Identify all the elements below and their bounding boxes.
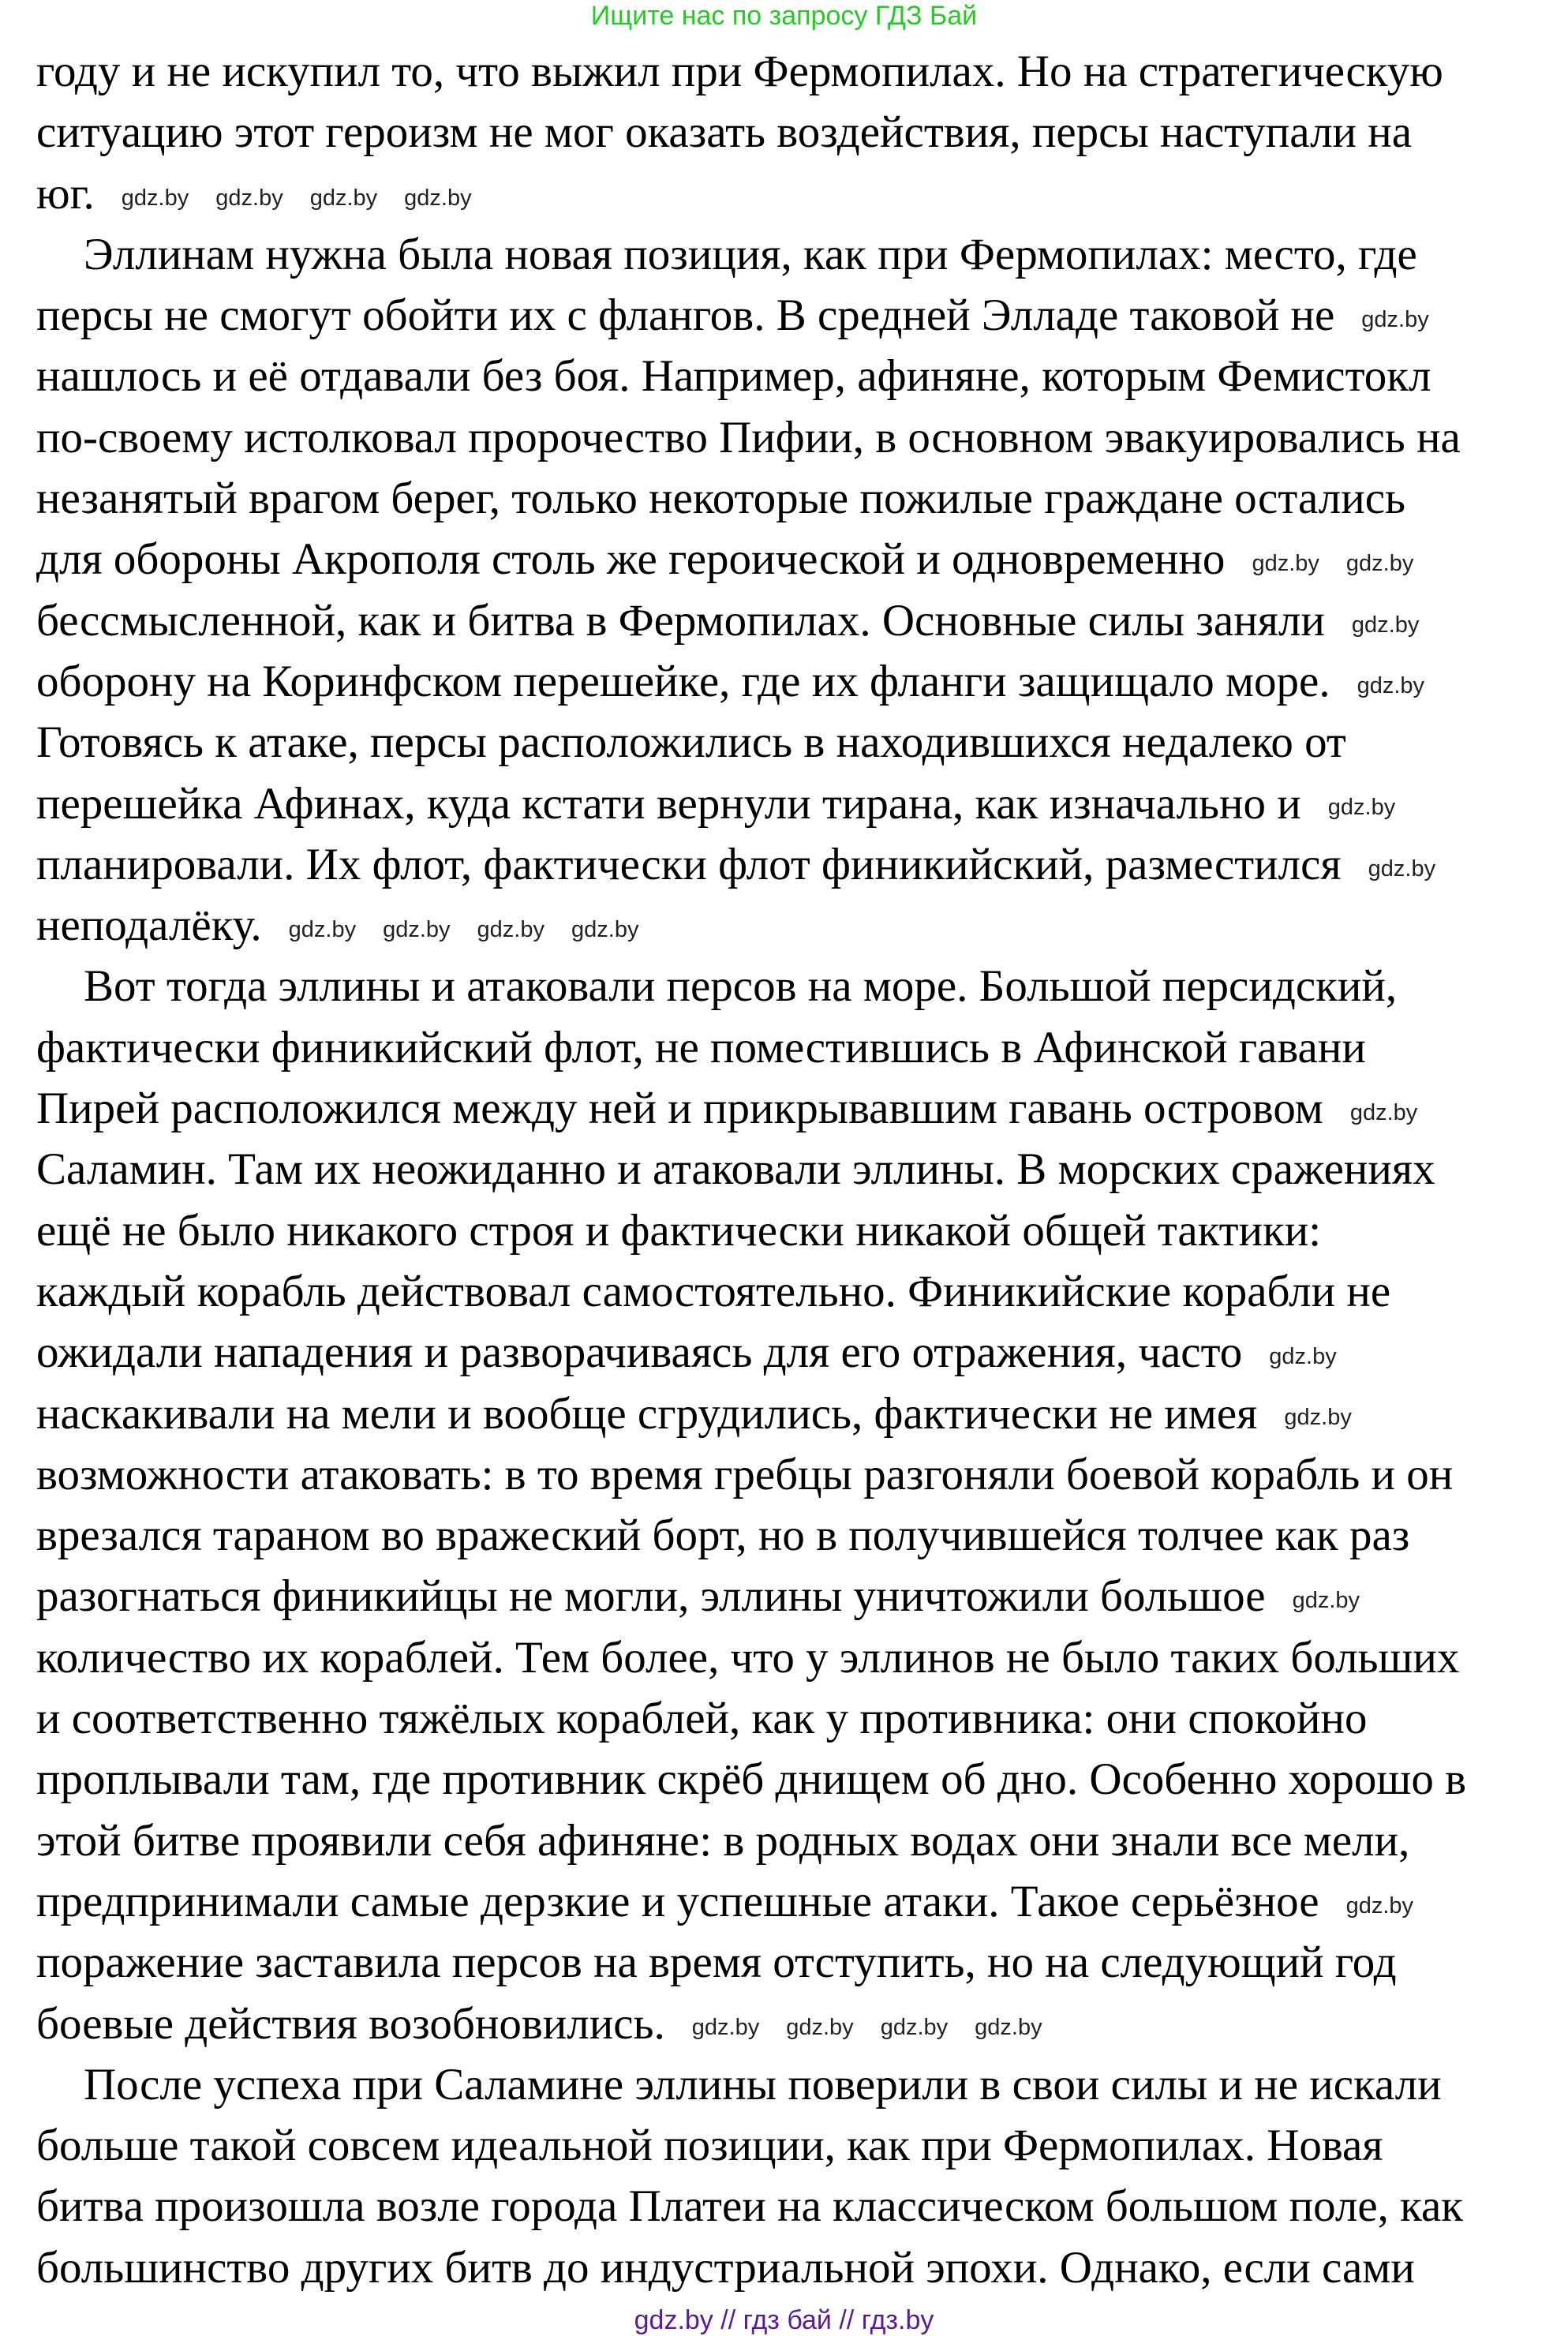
- text-line: [36, 1322, 1466, 1383]
- watermark: gdz.by: [383, 917, 451, 943]
- text-line-content: большинство других битв до индустриальной эпохи. Однако, если сами: [36, 2242, 1415, 2293]
- text-line-content: планировали. Их флот, фактически флот финикийский, разместился: [36, 839, 1342, 889]
- watermark: gdz.by: [309, 185, 378, 211]
- text-line-content: поражение заставила персов на время отступить, но на следующий год: [36, 1937, 1397, 1988]
- watermark: gdz.by: [1351, 612, 1420, 638]
- text-line: [36, 1810, 1466, 1871]
- text-line: [36, 1017, 1466, 1078]
- text-line: [36, 1688, 1466, 1749]
- watermark: gdz.by: [1345, 1892, 1414, 1919]
- text-line: [36, 1139, 1466, 1200]
- text-line-content: Пирей расположился между ней и прикрывавшим гавань островом: [36, 1084, 1323, 1134]
- text-line: [36, 1505, 1466, 1566]
- text-line-content: для обороны Акрополя столь же героической и одновременно: [36, 534, 1226, 585]
- text-line-content: предпринимали самые дерзкие и успешные атаки. Такое серьёзное: [36, 1876, 1319, 1926]
- text-line: [36, 285, 1466, 346]
- text-line-content: каждый корабль действовал самостоятельно. Финикийские корабли не: [36, 1266, 1391, 1316]
- header-banner: Ищите нас по запросу ГДЗ Бай: [590, 1, 978, 31]
- text-line-content: врезался тараном во вражеский борт, но в получившейся толчее как раз: [36, 1511, 1410, 1561]
- text-line: [36, 1749, 1466, 1810]
- text-line: [36, 773, 1466, 834]
- watermark: gdz.by: [1368, 855, 1436, 882]
- text-line-content: Вот тогда эллины и атаковали персов на море. Большой персидский,: [84, 961, 1398, 1012]
- text-line-content: этой битве проявили себя афиняне: в родных водах они знали все мели,: [36, 1815, 1410, 1866]
- watermark: gdz.by: [215, 185, 283, 211]
- text-line: [36, 346, 1466, 406]
- watermark: gdz.by: [1269, 1344, 1337, 1370]
- text-line-content: ситуацию этот героизм не мог оказать воздействия, персы наступали на: [36, 107, 1413, 158]
- text-line: [36, 41, 1466, 102]
- text-line-content: наскакивали на мели и вообще сгрудились, фактически не имея: [36, 1388, 1258, 1439]
- text-line-content: количество их кораблей. Тем более, что у эллинов не было таких больших: [36, 1632, 1460, 1683]
- text-line-content: возможности атаковать: в то время гребцы разгоняли боевой корабль и он: [36, 1449, 1454, 1499]
- watermark: gdz.by: [1361, 307, 1429, 333]
- text-line: [36, 1627, 1466, 1688]
- text-line: [36, 1200, 1466, 1261]
- text-line-content: персы не смогут обойти их с флангов. В средней Элладе таковой не: [36, 290, 1335, 341]
- watermark: gdz.by: [1349, 1099, 1418, 1125]
- watermark: gdz.by: [1292, 1588, 1360, 1614]
- text-line-content: битва произошла возле города Платеи на классическом большом поле, как: [36, 2181, 1463, 2232]
- text-line-content: Эллинам нужна была новая позиция, как при Фермопилах: место, где: [84, 229, 1417, 279]
- document-body: [36, 41, 1466, 2298]
- text-line: [36, 1383, 1466, 1444]
- text-line-content: больше такой совсем идеальной позиции, как при Фермопилах. Новая: [36, 2121, 1383, 2171]
- text-line-content: перешейка Афинах, куда кстати вернули тирана, как изначально и: [36, 778, 1301, 829]
- text-line: [36, 1444, 1466, 1505]
- text-line: [36, 651, 1466, 712]
- text-line: [36, 407, 1466, 468]
- watermark: gdz.by: [1284, 1405, 1352, 1431]
- text-line-content: боевые действия возобновились.: [36, 1998, 665, 2049]
- text-line-content: по-своему истолковал пророчество Пифии, в основном эвакуировались на: [36, 412, 1461, 462]
- text-line-content: разогнаться финикийцы не могли, эллины уничтожили большое: [36, 1571, 1266, 1622]
- watermark: gdz.by: [975, 2015, 1042, 2041]
- watermark: gdz.by: [121, 185, 189, 211]
- watermark: gdz.by: [477, 917, 544, 943]
- text-line: [36, 834, 1466, 895]
- text-line: [36, 1566, 1466, 1627]
- text-line: [36, 590, 1466, 651]
- text-line-content: После успеха при Саламине эллины поверили в свои силы и не искали: [84, 2059, 1442, 2110]
- watermark: gdz.by: [1357, 672, 1425, 698]
- text-line-content: бессмысленной, как и битва в Фермопилах. Основные силы заняли: [36, 595, 1325, 646]
- text-line: [36, 224, 1466, 285]
- text-line: [36, 1932, 1466, 1993]
- watermark: gdz.by: [288, 917, 357, 943]
- text-line: [36, 2115, 1466, 2176]
- text-line-content: незанятый врагом берег, только некоторые пожилые граждане остались: [36, 474, 1405, 524]
- watermark: gdz.by: [880, 2015, 949, 2041]
- watermark: gdz.by: [691, 2015, 760, 2041]
- text-line-content: фактически финикийский флот, не поместившись в Афинской гавани: [36, 1022, 1366, 1073]
- text-line-content: юг.: [36, 168, 95, 219]
- text-line: [36, 2054, 1466, 2115]
- text-line-content: неподалёку.: [36, 900, 262, 951]
- text-line-content: ещё не было никакого строя и фактически никакой общей тактики:: [36, 1205, 1322, 1256]
- text-line: [36, 468, 1466, 529]
- text-line-content: ожидали нападения и разворачиваясь для его отражения, часто: [36, 1327, 1243, 1378]
- watermark: gdz.by: [404, 185, 472, 211]
- text-line: [36, 2237, 1466, 2298]
- text-line-content: году и не искупил то, что выжил при Фермопилах. Но на стратегическую: [36, 47, 1443, 96]
- text-line: [36, 163, 1466, 224]
- text-line: [36, 1261, 1466, 1322]
- text-line: [36, 956, 1466, 1016]
- text-line-content: Готовясь к атаке, персы расположились в находившихся недалеко от: [36, 717, 1346, 768]
- text-line: [36, 712, 1466, 773]
- text-line: [36, 895, 1466, 956]
- watermark: gdz.by: [1252, 551, 1319, 577]
- text-line-content: оборону на Коринфском перешейке, где их фланги защищало море.: [36, 656, 1330, 706]
- text-line: [36, 2176, 1466, 2237]
- text-line-content: нашлось и её отдавали без боя. Например, афиняне, которым Фемистокл: [36, 351, 1431, 402]
- watermark: gdz.by: [1327, 795, 1396, 821]
- watermark: gdz.by: [786, 2015, 854, 2041]
- text-line-content: проплывали там, где противник скрёб днищем об дно. Особенно хорошо в: [36, 1754, 1466, 1805]
- text-line: [36, 102, 1466, 163]
- text-line: [36, 529, 1466, 590]
- footer-banner: gdz.by // гдз бай // гдз.by: [634, 2305, 934, 2335]
- text-line: [36, 1871, 1466, 1932]
- watermark: gdz.by: [571, 917, 639, 943]
- text-line: [36, 1078, 1466, 1139]
- watermark: gdz.by: [1345, 551, 1414, 577]
- text-line: [36, 1993, 1466, 2054]
- text-line-content: Саламин. Там их неожиданно и атаковали эллины. В морских сражениях: [36, 1144, 1435, 1195]
- text-line-content: и соответственно тяжёлых кораблей, как у противника: они спокойно: [36, 1694, 1368, 1744]
